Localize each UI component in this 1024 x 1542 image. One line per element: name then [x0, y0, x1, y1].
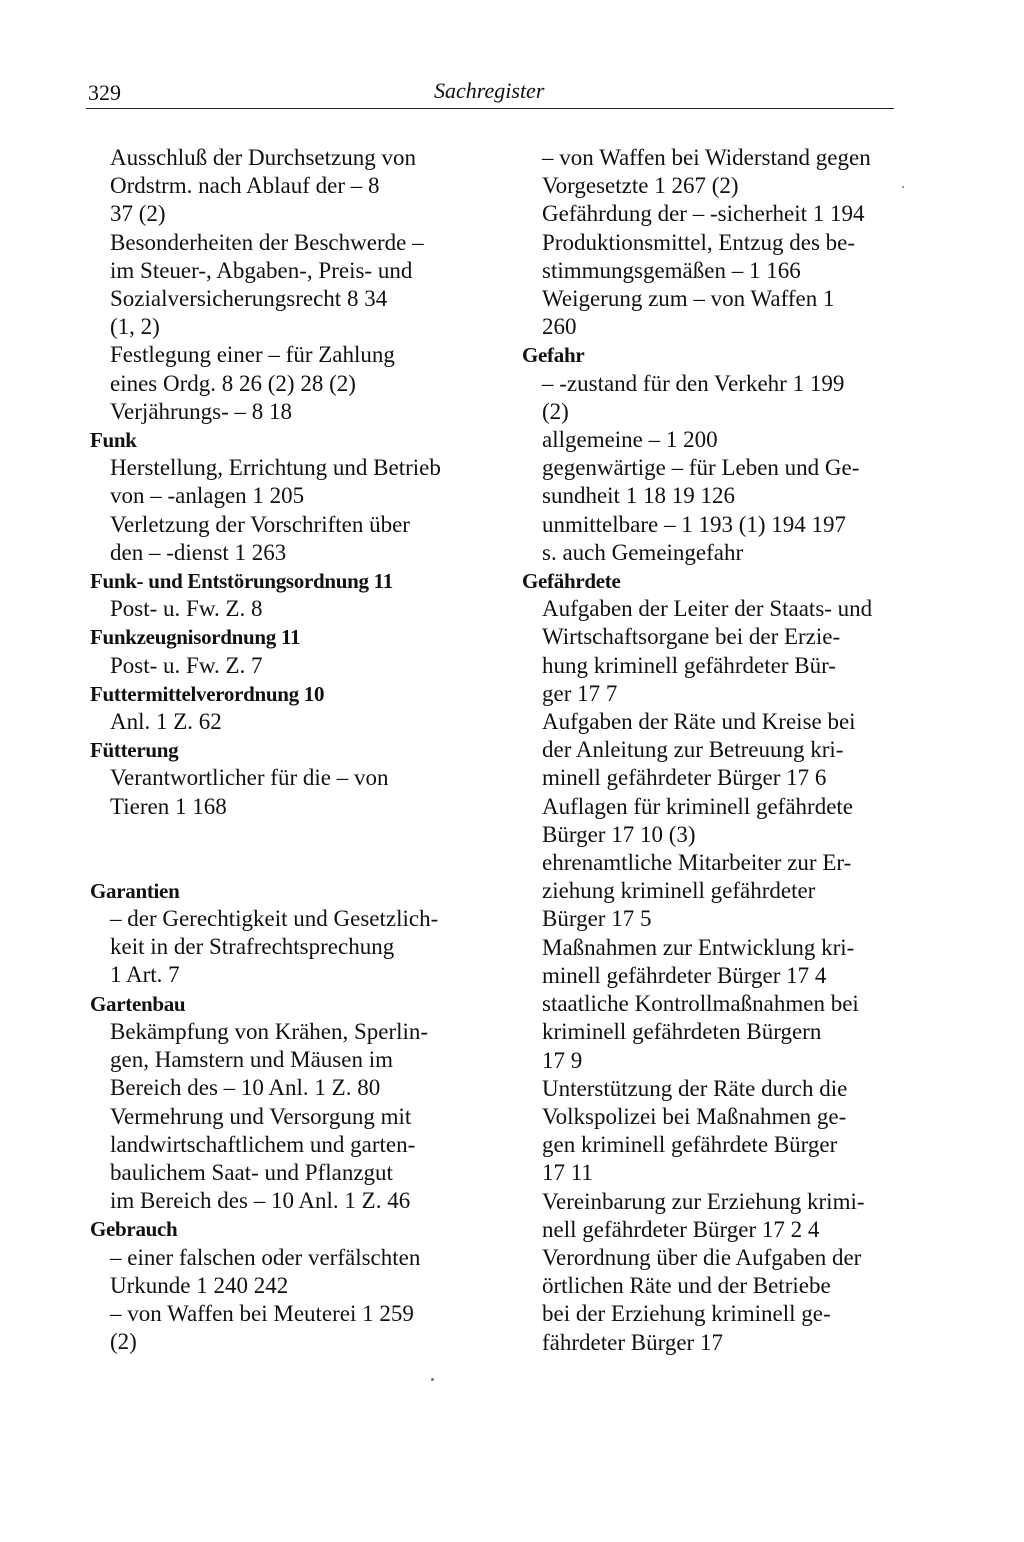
index-subentry-line: (2): [110, 1329, 137, 1355]
index-column-right: [522, 144, 900, 1357]
index-heading: Gebrauch: [90, 1217, 178, 1242]
index-subentry-line: Verordnung über die Aufgaben der: [542, 1244, 862, 1270]
index-subentry: [90, 1244, 466, 1300]
index-subentry: [522, 793, 900, 849]
index-subentry-line: unmittelbare – 1 193 (1) 194 197: [542, 511, 847, 537]
index-subentry: [522, 454, 900, 510]
index-subentry-line: Bekämpfung von Krähen, Sperlin-: [110, 1018, 429, 1044]
index-subentry-line: gen kriminell gefährdete Bürger: [542, 1132, 838, 1158]
index-subentry-line: keit in der Strafrechtsprechung: [110, 934, 395, 960]
index-subentry-line: Tieren 1 168: [110, 793, 227, 819]
index-subentry-line: – der Gerechtigkeit und Gesetzlich-: [110, 906, 439, 932]
page-header: [86, 76, 894, 109]
index-subentry-line: Verjährungs- – 8 18: [110, 398, 293, 424]
index-subentry-line: gegenwärtige – für Leben und Ge-: [542, 455, 860, 481]
index-subentry-line: Anl. 1 Z. 62: [110, 709, 222, 735]
index-subentry-line: baulichem Saat- und Pflanzgut: [110, 1159, 393, 1185]
index-subentry-line: Ordstrm. nach Ablauf der – 8: [110, 173, 380, 199]
index-heading: Funk- und Entstörungsordnung 11: [90, 569, 393, 594]
page-number: 329: [88, 80, 121, 105]
index-subentry: [90, 511, 466, 567]
index-subentry: [90, 398, 466, 426]
index-subentry: [522, 849, 900, 934]
index-subentry-line: Vereinbarung zur Erziehung krimi-: [542, 1188, 865, 1214]
index-subentry-line: Gefährdung der – -sicherheit 1 194: [542, 201, 865, 227]
index-subentry-line: Unterstützung der Räte durch die: [542, 1075, 848, 1101]
index-subentry: [522, 1244, 900, 1357]
index-subentry-line: Aufgaben der Räte und Kreise bei: [542, 709, 856, 735]
index-subentry-line: – von Waffen bei Meuterei 1 259: [110, 1300, 414, 1326]
index-subentry-line: – einer falschen oder verfälschten: [110, 1244, 421, 1270]
index-subentry-line: gen, Hamstern und Mäusen im: [110, 1047, 393, 1073]
running-head: Sachregister: [434, 78, 545, 103]
index-subentry-line: Bürger 17 10 (3): [542, 821, 696, 847]
index-subentry-line: fährdeter Bürger 17: [542, 1329, 723, 1355]
index-subentry-line: den – -dienst 1 263: [110, 539, 287, 565]
index-subentry: [522, 144, 900, 200]
index-subentry-line: – -zustand für den Verkehr 1 199: [542, 370, 845, 396]
index-subentry-line: Vorgesetzte 1 267 (2): [542, 173, 739, 199]
index-subentry-line: (1, 2): [110, 314, 160, 340]
index-subentry-line: 17 11: [542, 1160, 593, 1186]
index-subentry-line: Besonderheiten der Beschwerde –: [110, 229, 424, 255]
index-subentry: [522, 934, 900, 990]
index-subentry-line: Auflagen für kriminell gefährdete: [542, 793, 854, 819]
index-subentry: [90, 1018, 466, 1103]
index-heading: Gefährdete: [522, 569, 621, 594]
index-subentry-line: Sozialversicherungsrecht 8 34: [110, 286, 388, 312]
index-subentry-line: Produktionsmittel, Entzug des be-: [542, 229, 856, 255]
index-subentry: [522, 229, 900, 285]
index-subentry-line: 260: [542, 314, 577, 340]
index-subentry: [522, 200, 900, 228]
index-heading: Garantien: [90, 878, 180, 903]
index-subentry-line: Festlegung einer – für Zahlung: [110, 342, 395, 368]
index-heading: Funkzeugnisordnung 11: [90, 625, 301, 650]
index-subentry: [522, 990, 900, 1075]
index-subentry-line: nell gefährdeter Bürger 17 2 4: [542, 1216, 820, 1242]
index-subentry-line: von – -anlagen 1 205: [110, 483, 305, 509]
index-subentry: [90, 1300, 466, 1356]
index-subentry: [522, 285, 900, 341]
index-subentry-line: Aufgaben der Leiter der Staats- und: [542, 596, 873, 622]
index-subentry-line: Maßnahmen zur Entwicklung kri-: [542, 934, 855, 960]
index-subentry-line: bei der Erziehung kriminell ge-: [542, 1301, 831, 1327]
index-subentry: [522, 426, 900, 454]
index-subentry-line: ger 17 7: [542, 680, 618, 706]
index-subentry: [522, 539, 900, 567]
index-subentry-line: ziehung kriminell gefährdeter: [542, 878, 816, 904]
index-subentry-line: hung kriminell gefährdeter Bür-: [542, 652, 836, 678]
print-speck: [902, 186, 904, 188]
index-subentry-line: 37 (2): [110, 201, 166, 227]
index-subentry: [90, 1103, 466, 1216]
index-subentry-line: sundheit 1 18 19 126: [542, 483, 735, 509]
index-heading: Gefahr: [522, 343, 585, 368]
index-subentry-line: Bürger 17 5: [542, 906, 652, 932]
index-heading: Funk: [90, 428, 137, 453]
index-subentry-line: stimmungsgemäßen – 1 166: [542, 257, 801, 283]
index-subentry-line: kriminell gefährdeten Bürgern: [542, 1019, 822, 1045]
index-subentry-line: allgemeine – 1 200: [542, 427, 718, 453]
index-subentry-line: 17 9: [542, 1047, 583, 1073]
index-subentry: [90, 341, 466, 397]
letter-section-gap: [90, 821, 466, 877]
index-subentry-line: s. auch Gemeingefahr: [542, 539, 744, 565]
index-subentry: [522, 1075, 900, 1188]
index-subentry-line: örtlichen Räte und der Betriebe: [542, 1273, 831, 1299]
index-subentry: [522, 370, 900, 426]
index-subentry: [522, 511, 900, 539]
index-subentry-line: minell gefährdeter Bürger 17 4: [542, 962, 827, 988]
index-subentry-line: Wirtschaftsorgane bei der Erzie-: [542, 624, 841, 650]
index-subentry-line: (2): [542, 398, 569, 424]
index-subentry-line: ehrenamtliche Mitarbeiter zur Er-: [542, 850, 852, 876]
index-subentry: [90, 595, 466, 623]
index-heading: Futtermittelverordnung 10: [90, 681, 325, 706]
print-speck: [431, 1378, 434, 1381]
index-column-left: [90, 144, 466, 1356]
index-subentry: [90, 454, 466, 510]
index-subentry-line: Verletzung der Vorschriften über: [110, 511, 410, 537]
index-subentry-line: Verantwortlicher für die – von: [110, 765, 389, 791]
index-subentry-line: im Bereich des – 10 Anl. 1 Z. 46: [110, 1188, 411, 1214]
index-subentry-line: staatliche Kontrollmaßnahmen bei: [542, 991, 859, 1017]
index-subentry-line: im Steuer-, Abgaben-, Preis- und: [110, 257, 413, 283]
index-subentry: [90, 229, 466, 342]
index-subentry-line: Vermehrung und Versorgung mit: [110, 1103, 412, 1129]
index-subentry-line: der Anleitung zur Betreuung kri-: [542, 737, 844, 763]
index-subentry-line: Post- u. Fw. Z. 7: [110, 652, 263, 678]
index-subentry-line: Herstellung, Errichtung und Betrieb: [110, 455, 441, 481]
index-subentry-line: Weigerung zum – von Waffen 1: [542, 286, 835, 312]
index-heading: Fütterung: [90, 738, 179, 763]
index-subentry-line: 1 Art. 7: [110, 962, 180, 988]
index-subentry: [90, 905, 466, 990]
index-subentry-line: Post- u. Fw. Z. 8: [110, 596, 263, 622]
index-subentry: [90, 652, 466, 680]
index-subentry: [522, 595, 900, 708]
index-subentry: [90, 708, 466, 736]
index-subentry: [522, 1188, 900, 1244]
index-subentry-line: Urkunde 1 240 242: [110, 1272, 289, 1298]
index-subentry: [90, 144, 466, 229]
index-subentry: [90, 764, 466, 820]
index-subentry-line: Ausschluß der Durchsetzung von: [110, 145, 416, 170]
index-subentry-line: – von Waffen bei Widerstand gegen: [542, 145, 871, 170]
index-subentry-line: minell gefährdeter Bürger 17 6: [542, 765, 827, 791]
index-heading: Gartenbau: [90, 991, 186, 1016]
index-subentry-line: Volkspolizei bei Maßnahmen ge-: [542, 1103, 847, 1129]
index-subentry: [522, 708, 900, 793]
index-subentry-line: eines Ordg. 8 26 (2) 28 (2): [110, 370, 356, 396]
index-subentry-line: landwirtschaftlichem und garten-: [110, 1131, 416, 1157]
index-subentry-line: Bereich des – 10 Anl. 1 Z. 80: [110, 1075, 381, 1101]
